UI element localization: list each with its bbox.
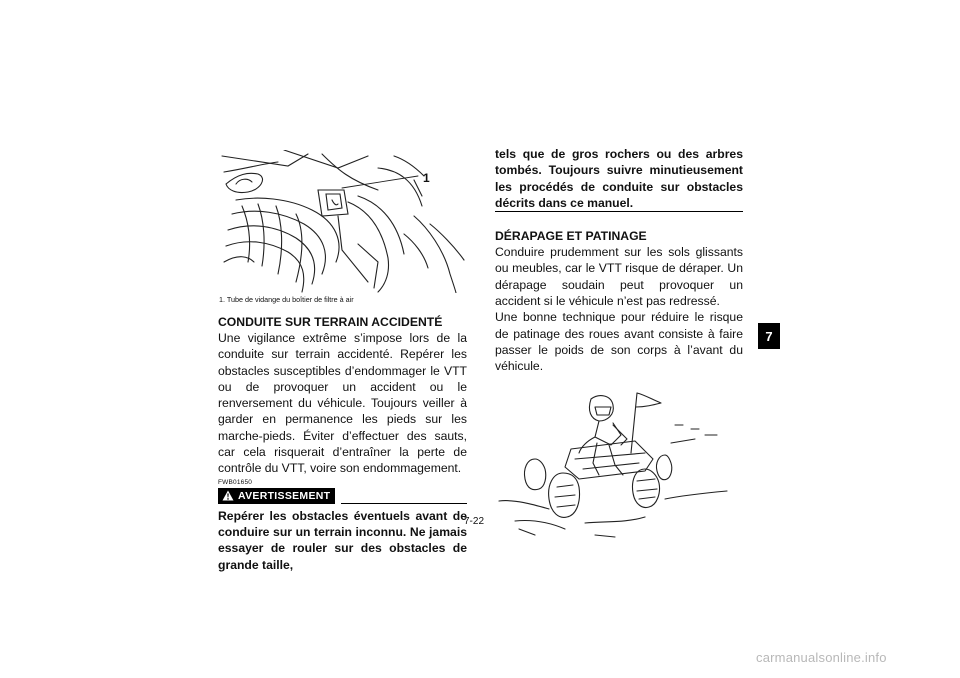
page-number: 7-22 [464, 516, 485, 527]
warning-text-part1: Repérer les obstacles éventuels avant de conduire sur un terrain inconnu. Ne jamais essayer de rouler sur des obstacles de grande taille, [218, 508, 467, 572]
left-column [218, 150, 467, 573]
warning-triangle-icon [222, 490, 234, 501]
section-heading-rough-terrain: CONDUITE SUR TERRAIN ACCIDENTÉ [218, 315, 443, 329]
atv-rider-illustration [495, 389, 743, 539]
illustration-caption: 1. Tube de vidange du boîtier de filtre à air [219, 295, 354, 304]
sliding-paragraph-1: Conduire prudemment sur les sols glissants ou meubles, car le VTT risque de déraper. Un dérapage soudain peut provoquer un accident si le véhicule n’est pas redressé. [495, 245, 743, 309]
section-heading-sliding: DÉRAPAGE ET PATINAGE [495, 229, 647, 244]
warning-text-part2: tels que de gros rochers ou des arbres tombés. Toujours suivre minutieusement les procédés de conduite sur obstacles décrits dans ce manuel. [495, 146, 743, 212]
right-column [495, 146, 743, 539]
rough-terrain-body: Une vigilance extrême s’impose lors de la conduite sur terrain accidenté. Repérer les obstacles susceptibles d’endommager le VTT ou de provoquer un accident ou le renversement du véhicule. Toujours veiller à garder en permanence les pieds sur les marche-pieds. Éviter d’effectuer des sauts, car cela risquerait d’entraîner la perte de contrôle du VTT, voire son endommagement. [218, 331, 467, 476]
warning-badge [218, 488, 335, 504]
callout-number: 1 [423, 171, 430, 185]
reference-code: FWB01650 [218, 478, 253, 486]
chapter-tab: 7 [758, 323, 780, 349]
warning-label: AVERTISSEMENT [238, 489, 331, 502]
warning-rule [341, 503, 467, 504]
watermark: carmanualsonline.info [756, 650, 887, 665]
sliding-paragraph-2: Une bonne technique pour réduire le risque de patinage des roues avant consiste à faire passer le poids de son corps à l’avant du véhicule. [495, 310, 743, 374]
air-filter-drain-hose-illustration [218, 150, 467, 293]
warning-header [218, 488, 467, 504]
